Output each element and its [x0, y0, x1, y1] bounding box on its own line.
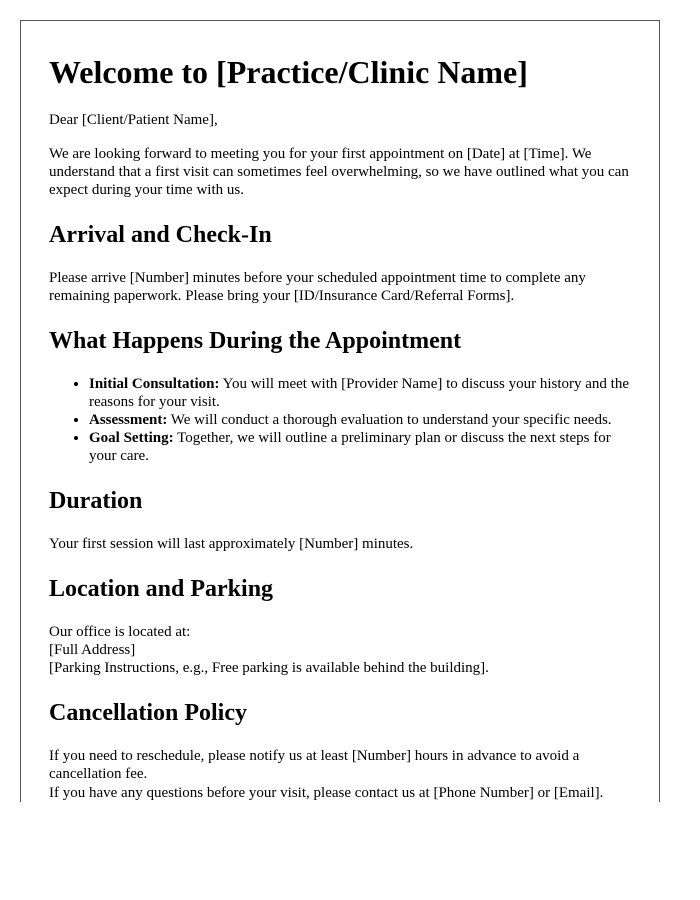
intro-paragraph: We are looking forward to meeting you for your first appointment on [Date] at [Time]. We understand that a first visit can sometimes feel overwhelming, so we have outlined what you can expect during your time with us.	[49, 146, 629, 198]
list-item-label: Initial Consultation:	[89, 376, 220, 392]
cutoff-paragraph: If you have any questions before your visit, please contact us at [Phone Number] or [Email].	[49, 785, 604, 801]
list-item-text: You will meet with [Provider Name] to discuss your history and the reasons for your visit.	[89, 376, 629, 410]
location-heading: Location and Parking	[49, 576, 274, 602]
arrival-heading: Arrival and Check-In	[49, 222, 272, 248]
duration-heading: Duration	[49, 488, 143, 514]
cancellation-heading: Cancellation Policy	[49, 700, 247, 726]
letter-content	[21, 21, 659, 783]
list-item-label: Goal Setting:	[89, 430, 174, 446]
page-title: Welcome to [Practice/Clinic Name]	[49, 54, 528, 90]
list-item	[89, 375, 631, 411]
list-item-text: Together, we will outline a preliminary plan or discuss the next steps for your care.	[89, 430, 611, 464]
list-item-label: Assessment:	[89, 412, 168, 428]
location-address: [Full Address]	[49, 642, 136, 658]
cutoff-text-strip	[49, 785, 631, 802]
duration-paragraph: Your first session will last approximately [Number] minutes.	[49, 536, 414, 552]
list-item	[89, 429, 631, 465]
greeting: Dear [Client/Patient Name],	[49, 112, 218, 128]
letter-page	[20, 20, 660, 802]
cancellation-paragraph: If you need to reschedule, please notify us at least [Number] hours in advance to avoid a cancellation fee.	[49, 748, 580, 782]
list-item-text: We will conduct a thorough evaluation to understand your specific needs.	[167, 412, 612, 428]
list-item	[89, 411, 631, 429]
location-parking: [Parking Instructions, e.g., Free parking is available behind the building].	[49, 660, 489, 676]
appointment-heading: What Happens During the Appointment	[49, 328, 462, 354]
arrival-paragraph: Please arrive [Number] minutes before your scheduled appointment time to complete any remaining paperwork. Please bring your [ID/Insurance Card/Referral Forms].	[49, 270, 586, 304]
location-line-1: Our office is located at:	[49, 624, 191, 640]
appointment-list	[49, 375, 631, 465]
location-paragraph	[49, 623, 631, 677]
